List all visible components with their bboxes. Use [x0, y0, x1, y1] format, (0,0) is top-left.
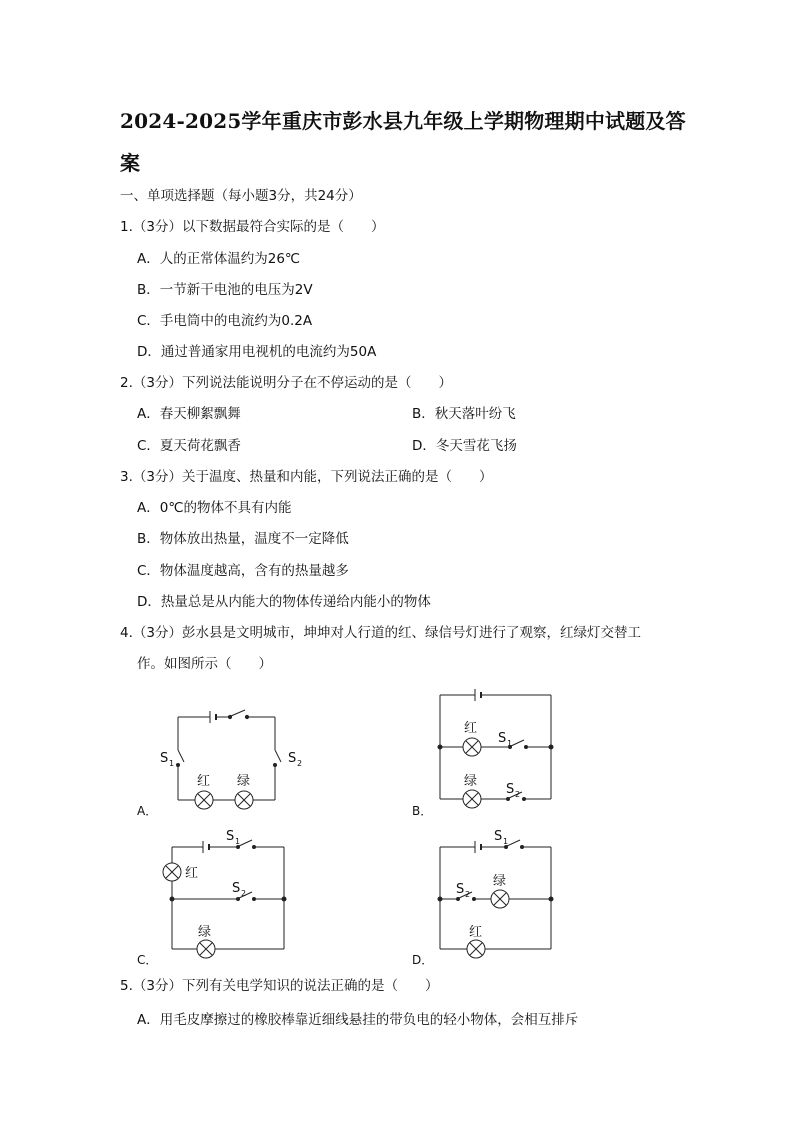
q4-option-b-label: B．	[412, 804, 433, 818]
q3-option-c: C．物体温度越高，含有的热量越多	[137, 563, 349, 579]
q2-option-d: D．冬天雪花飞扬	[412, 438, 517, 454]
circuit-b-s2-label: S	[506, 782, 515, 797]
q4-stem-line1: 4.（3分）彭水县是文明城市，坤坤对人行道的红、绿信号灯进行了观察，红绿灯交替工	[120, 625, 641, 641]
q3-option-b: B．物体放出热量，温度不一定降低	[137, 531, 349, 547]
q4-option-c-label: C．	[137, 953, 158, 967]
q4-option-d-label: D．	[412, 953, 434, 967]
page-title: 2024-2025学年重庆市彭水县九年级上学期物理期中试题及答案	[120, 109, 686, 175]
q2-option-c: C．夏天荷花飘香	[137, 438, 241, 454]
circuit-d-s2-sub: 2	[465, 890, 471, 899]
circuit-b-s1-label: S	[498, 731, 507, 746]
circuit-c-s1-label: S	[226, 829, 235, 844]
circuit-diagram-b	[430, 685, 560, 815]
circuit-c-s2-label: S	[232, 881, 241, 896]
circuit-c-green-label: 绿	[198, 925, 212, 940]
q3-option-a: A．0℃的物体不具有内能	[137, 500, 292, 516]
circuit-c-s2-sub: 2	[241, 889, 247, 898]
circuit-a-s2-label: S	[288, 751, 297, 766]
circuit-a-s2-sub: 2	[297, 759, 303, 768]
circuit-b-green-label: 绿	[464, 774, 478, 789]
circuit-c-s1-sub: 1	[235, 837, 241, 846]
q2-option-b: B．秋天落叶纷飞	[412, 406, 516, 422]
circuit-diagram-c	[158, 825, 298, 955]
circuit-a-s1-label: S	[160, 751, 169, 766]
section-heading: 一、单项选择题（每小题3分，共24分）	[120, 188, 362, 204]
q4-stem-line2: 作。如图所示（ ）	[137, 656, 272, 672]
q1-option-b: B．一节新干电池的电压为2V	[137, 282, 313, 298]
circuit-diagram-a	[150, 705, 310, 815]
circuit-d-s2-label: S	[456, 882, 465, 897]
q5-stem: 5.（3分）下列有关电学知识的说法正确的是（ ）	[120, 978, 439, 994]
circuit-d-s1-label: S	[494, 829, 503, 844]
q2-option-a: A．春天柳絮飘舞	[137, 406, 241, 422]
circuit-d-green-label: 绿	[493, 874, 507, 889]
q1-stem: 1.（3分）以下数据最符合实际的是（ ）	[120, 219, 385, 235]
q1-option-d: D．通过普通家用电视机的电流约为50A	[137, 344, 377, 360]
q1-option-a: A．人的正常体温约为26℃	[137, 251, 301, 267]
circuit-b-s2-sub: 2	[515, 790, 521, 799]
circuit-d-s1-sub: 1	[503, 837, 509, 846]
circuit-diagram-d	[430, 825, 565, 955]
circuit-a-green-label: 绿	[237, 774, 251, 789]
q4-option-a-label: A．	[137, 804, 158, 818]
circuit-d-red-label: 红	[469, 925, 483, 940]
q1-option-c: C．手电筒中的电流约为0.2A	[137, 313, 313, 329]
circuit-a-red-label: 红	[197, 774, 211, 789]
circuit-a-s1-sub: 1	[169, 759, 175, 768]
q2-stem: 2.（3分）下列说法能说明分子在不停运动的是（ ）	[120, 375, 452, 391]
q3-stem: 3.（3分）关于温度、热量和内能，下列说法正确的是（ ）	[120, 469, 493, 485]
q3-option-d: D．热量总是从内能大的物体传递给内能小的物体	[137, 594, 431, 610]
circuit-c-red-label: 红	[185, 866, 199, 881]
circuit-b-s1-sub: 1	[507, 739, 513, 748]
q5-option-a: A．用毛皮摩擦过的橡胶棒靠近细线悬挂的带负电的轻小物体，会相互排斥	[137, 1012, 579, 1028]
circuit-b-red-label: 红	[464, 721, 478, 736]
